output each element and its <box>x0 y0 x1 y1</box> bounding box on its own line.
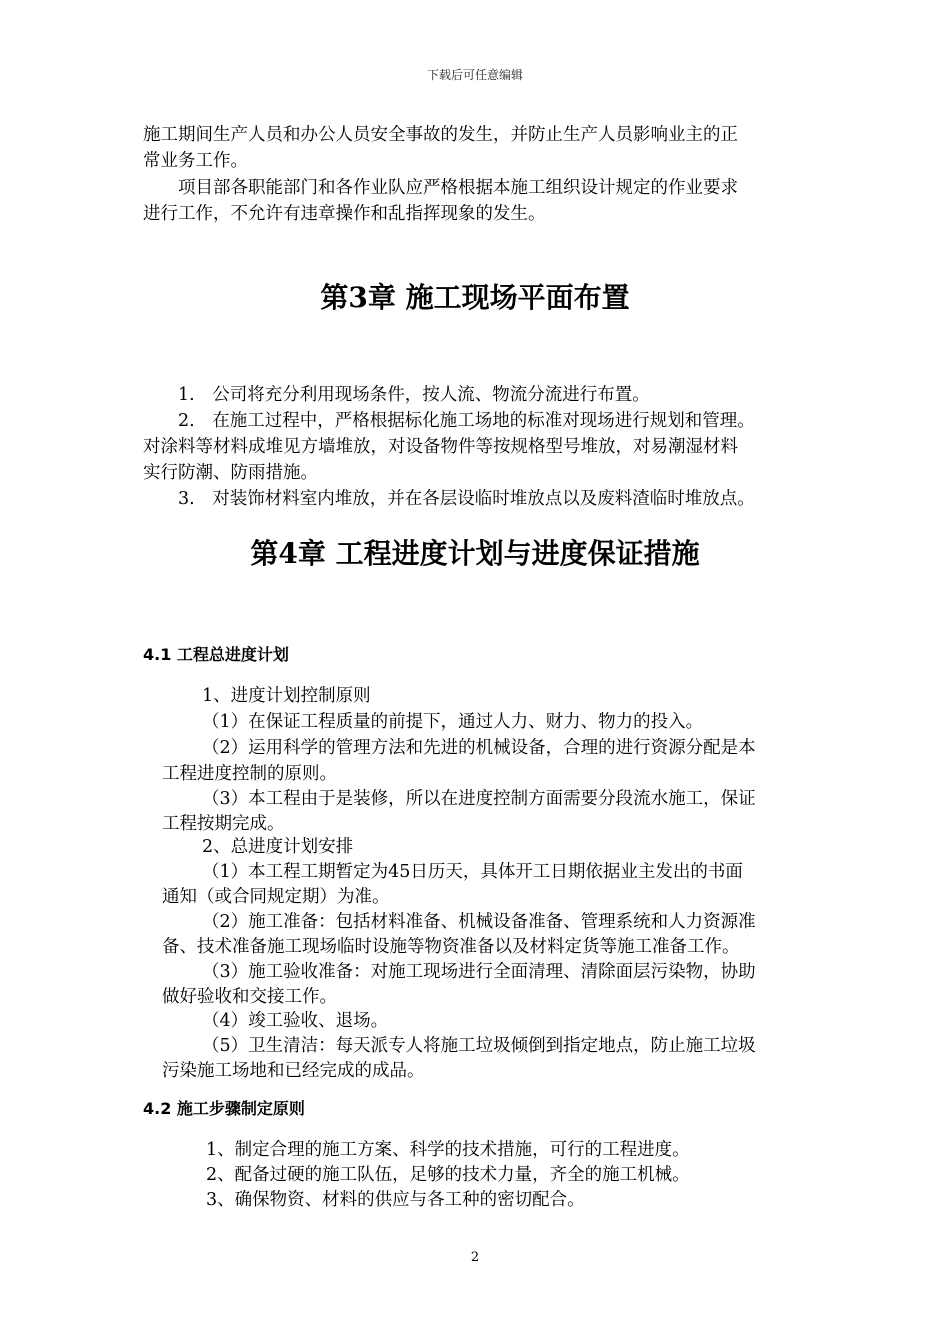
sec41-line: 1、进度计划控制原则 <box>202 686 371 706</box>
section-4-1-title: 4.1 工程总进度计划 <box>143 645 289 664</box>
sec41-line: 污染施工场地和已经完成的成品。 <box>162 1061 425 1081</box>
sec41-line: （1）在保证工程质量的前提下，通过人力、财力、物力的投入。 <box>202 712 704 732</box>
sec42-line: 1、制定合理的施工方案、科学的技术措施，可行的工程进度。 <box>206 1140 690 1160</box>
intro-line: 进行工作，不允许有违章操作和乱指挥现象的发生。 <box>143 204 546 224</box>
chapter-3-title: 第3章 施工现场平面布置 <box>320 281 630 314</box>
sec41-line: （5）卫生清洁：每天派专人将施工垃圾倾倒到指定地点，防止施工垃圾 <box>202 1036 756 1056</box>
sec41-line: （3）本工程由于是装修，所以在进度控制方面需要分段流水施工，保证 <box>202 789 756 809</box>
sec41-line: （1）本工程工期暂定为45日历天，具体开工日期依据业主发出的书面 <box>202 862 743 882</box>
ch3-line: 实行防潮、防雨措施。 <box>143 463 318 483</box>
sec41-line: 工程进度控制的原则。 <box>162 764 337 784</box>
page-header: 下载后可任意编辑 <box>426 68 523 82</box>
chapter-4-title: 第4章 工程进度计划与进度保证措施 <box>250 537 700 570</box>
sec41-line: （2）施工准备：包括材料准备、机械设备准备、管理系统和人力资源准 <box>202 912 756 932</box>
intro-line: 施工期间生产人员和办公人员安全事故的发生，并防止生产人员影响业主的正 <box>143 125 738 145</box>
sec41-line: 2、总进度计划安排 <box>202 837 354 857</box>
sec41-line: （2）运用科学的管理方法和先进的机械设备，合理的进行资源分配是本 <box>202 738 756 758</box>
section-4-2-title: 4.2 施工步骤制定原则 <box>143 1099 305 1118</box>
ch3-line: 1. 公司将充分利用现场条件，按人流、物流分流进行布置。 <box>178 385 650 405</box>
intro-line: 项目部各职能部门和各作业队应严格根据本施工组织设计规定的作业要求 <box>178 178 738 198</box>
intro-line: 常业务工作。 <box>143 151 248 171</box>
sec41-line: （3）施工验收准备：对施工现场进行全面清理、清除面层污染物，协助 <box>202 962 756 982</box>
sec42-line: 3、确保物资、材料的供应与各工种的密切配合。 <box>206 1190 585 1210</box>
sec41-line: 工程按期完成。 <box>162 814 285 834</box>
sec41-line: 通知（或合同规定期）为准。 <box>162 887 390 907</box>
sec41-line: （4）竣工验收、退场。 <box>202 1011 389 1031</box>
ch3-line: 2. 在施工过程中，严格根据标化施工场地的标准对现场进行规划和管理。 <box>178 411 755 431</box>
sec42-line: 2、配备过硬的施工队伍，足够的技术力量，齐全的施工机械。 <box>206 1165 690 1185</box>
ch3-line: 对涂料等材料成堆见方墙堆放，对设备物件等按规格型号堆放，对易潮湿材料 <box>143 437 738 457</box>
ch3-line: 3. 对装饰材料室内堆放，并在各层设临时堆放点以及废料渣临时堆放点。 <box>178 489 755 509</box>
sec41-line: 备、技术准备施工现场临时设施等物资准备以及材料定货等施工准备工作。 <box>162 937 740 957</box>
page-number: 2 <box>470 1250 480 1265</box>
sec41-line: 做好验收和交接工作。 <box>162 987 337 1007</box>
